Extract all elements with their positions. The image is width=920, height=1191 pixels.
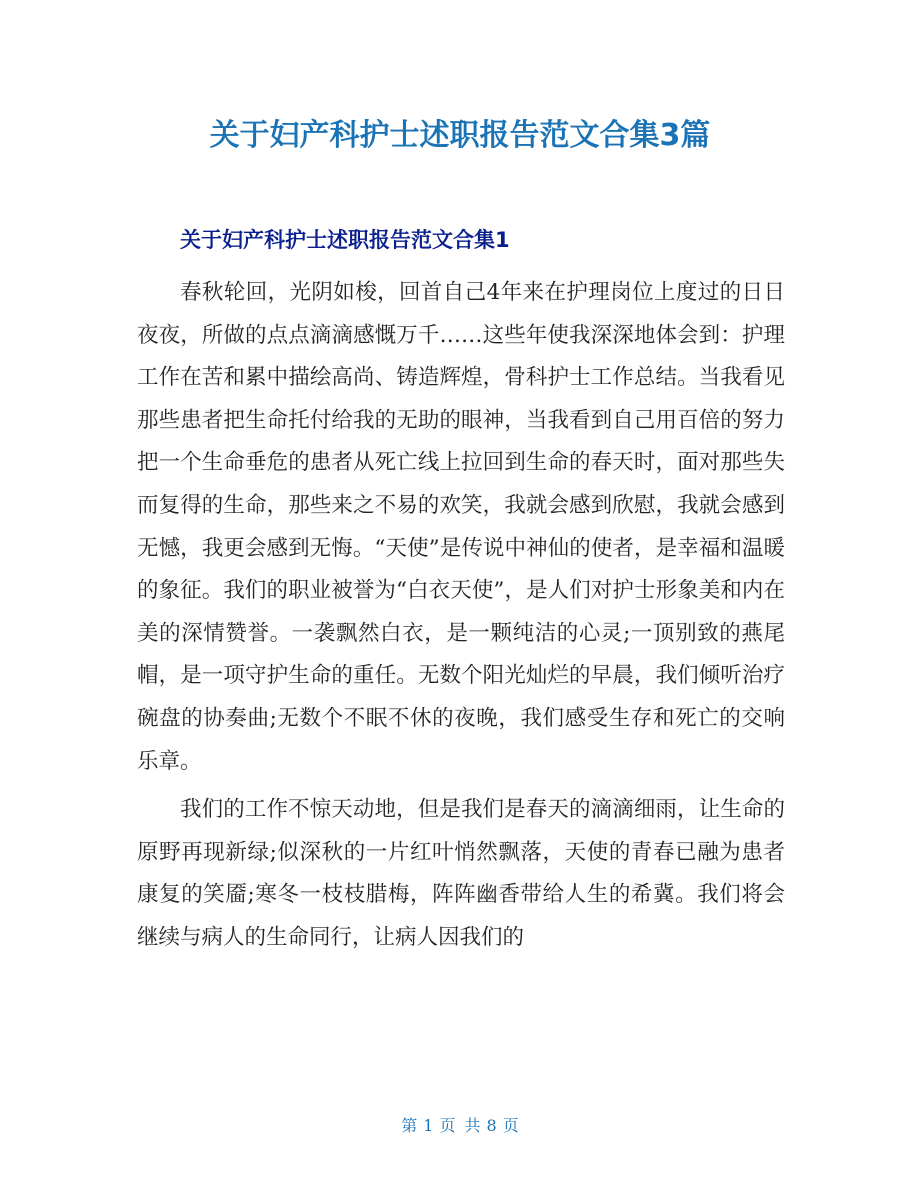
footer-total-pages: 8 [486,1116,497,1135]
document-title: 关于妇产科护士述职报告范文合集3篇 [209,118,711,153]
footer-prefix: 第 [401,1116,418,1135]
paragraph: 我们的工作不惊天动地，但是我们是春天的滴滴细雨，让生命的原野再现新绿;似深秋的一片红叶悄然飘落，天使的青春已融为患者康复的笑靥;寒冬一枝枝腊梅，阵阵幽香带给人生的希冀。我们将会继续与病人的生命同行，让病人因我们的 [137,797,785,950]
section-heading: 关于妇产科护士述职报告范文合集1 [180,228,510,252]
document-body [137,272,785,966]
paragraph: 春秋轮回，光阴如梭，回首自己4年来在护理岗位上度过的日日夜夜，所做的点点滴滴感慨万千……这些年使我深深地体会到：护理工作在苦和累中描绘高尚、铸造辉煌，骨科护士工作总结。当我看见那些患者把生命托付给我的无助的眼神，当我看到自己用百倍的努力把一个生命垂危的患者从死亡线上拉回到生命的春天时，面对那些失而复得的生命，那些来之不易的欢笑，我就会感到欣慰，我就会感到无憾，我更会感到无悔。“天使”是传说中神仙的使者，是幸福和温暖的象征。我们的职业被誉为“白衣天使”，是人们对护士形象美和内在美的深情赞誉。一袭飘然白衣，是一颗纯洁的心灵;一顶别致的燕尾帽，是一项守护生命的重任。无数个阳光灿烂的早晨，我们倾听治疗碗盘的协奏曲;无数个不眠不休的夜晚，我们感受生存和死亡的交响乐章。 [137,280,785,774]
footer-middle: 页 共 [439,1116,481,1135]
footer-current-page: 1 [423,1116,434,1135]
footer-suffix: 页 [502,1116,519,1135]
page-footer [0,1112,920,1140]
